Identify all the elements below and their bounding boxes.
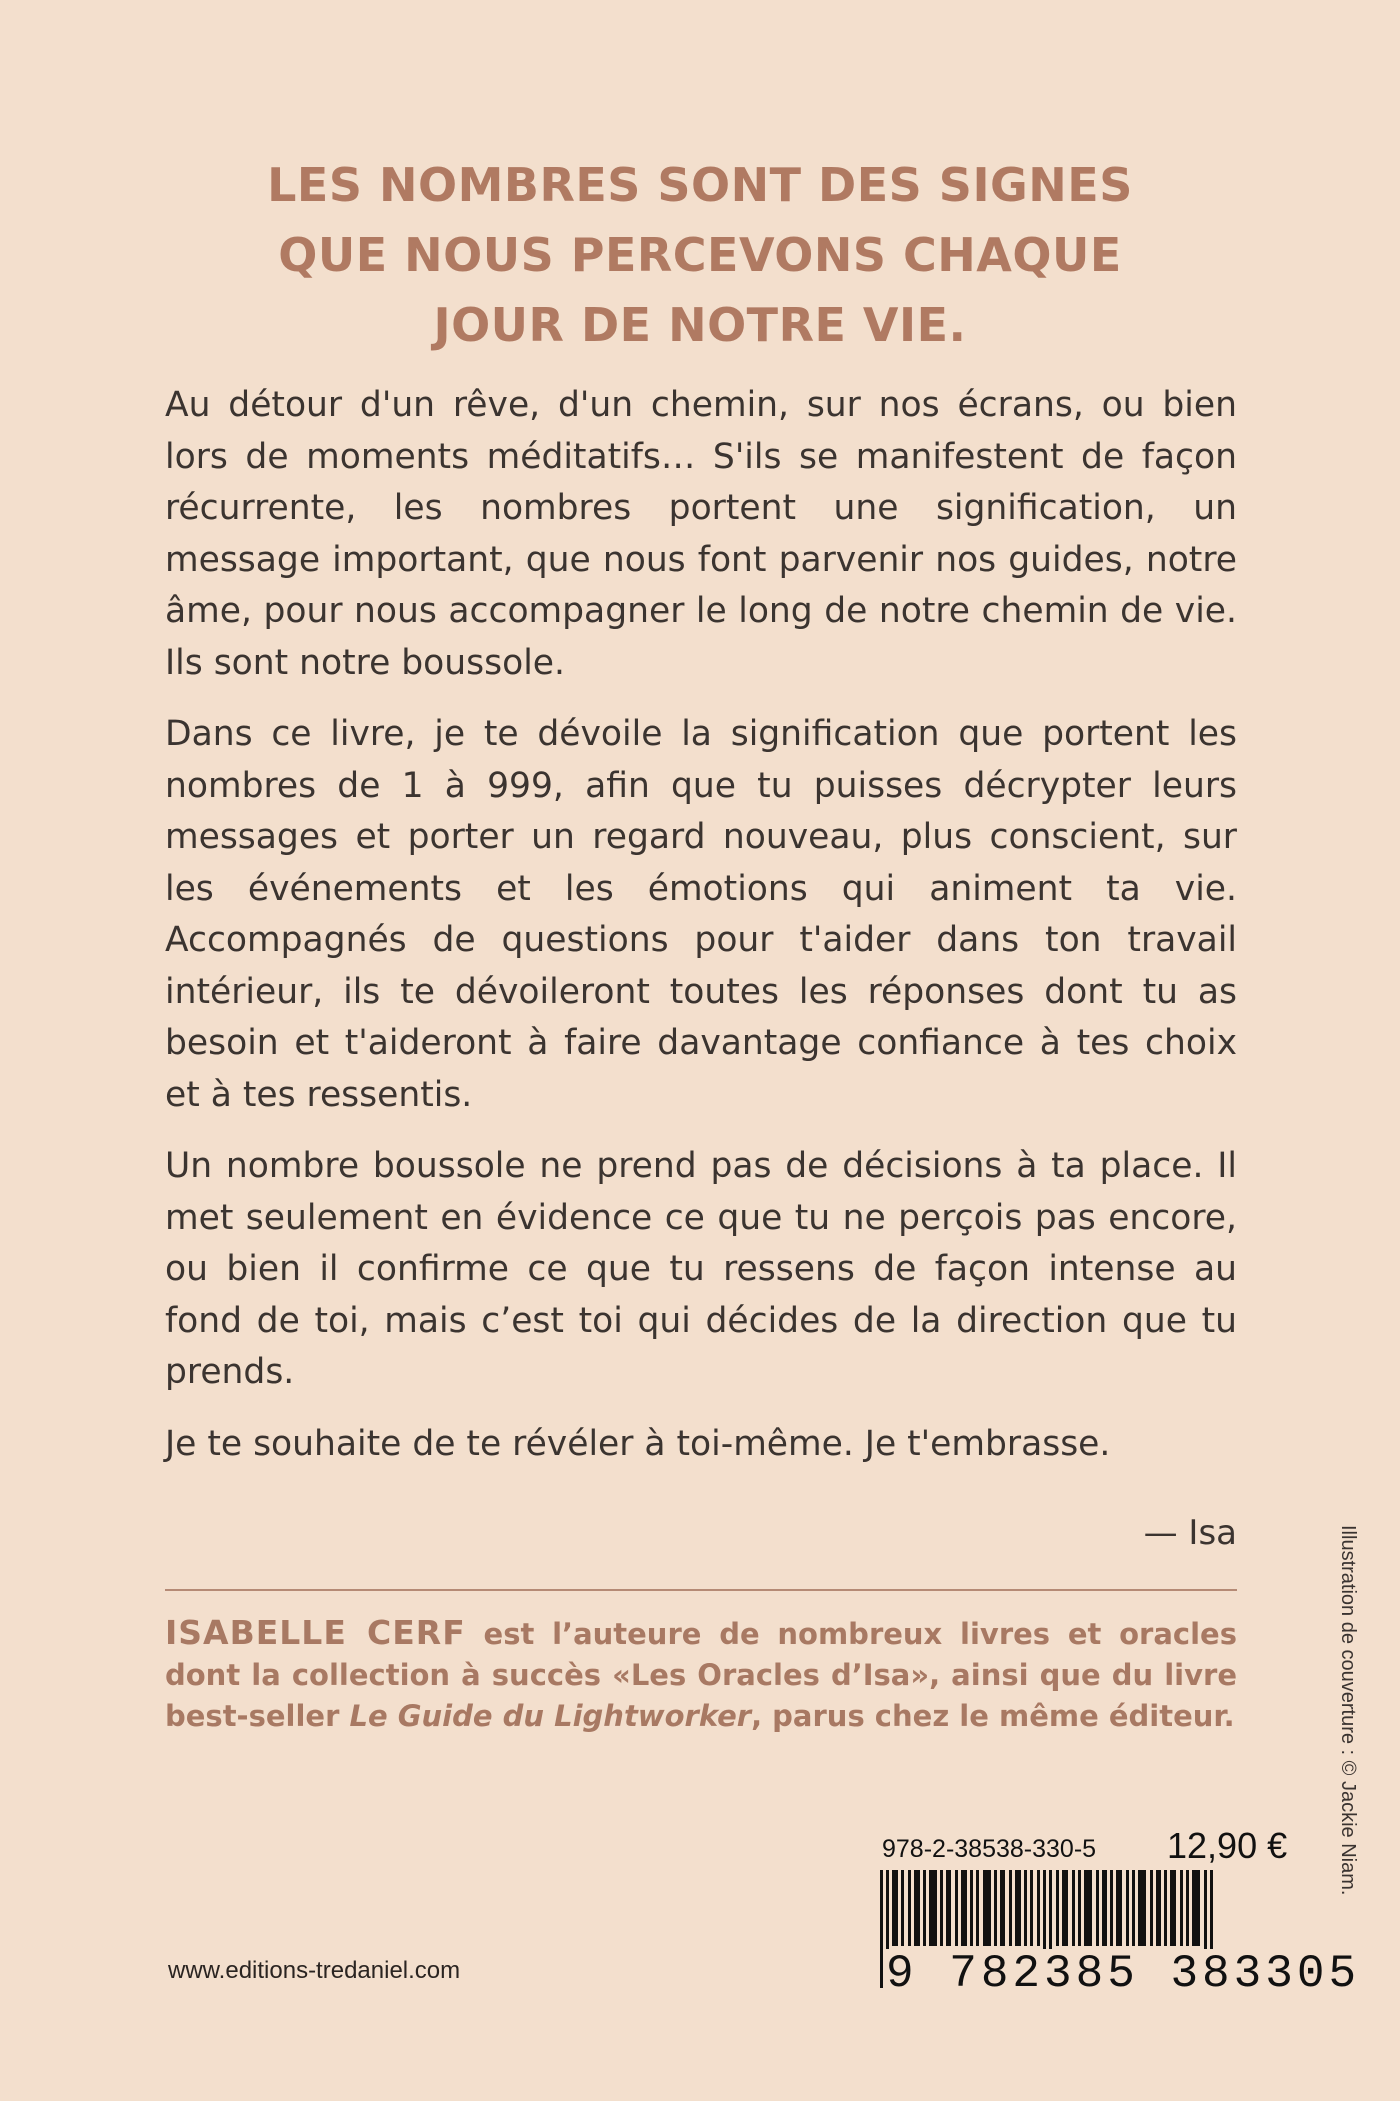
blurb-paragraph-4: Je te souhaite de te révéler à toi-même. Je t'embrasse.	[165, 1423, 1111, 1464]
barcode-digits: 9 782385 383305	[886, 1948, 1361, 2000]
price: 12,90 €	[1167, 1825, 1288, 1866]
author-name: ISABELLE CERF	[165, 1613, 466, 1652]
author-bio-text-1: est l’auteure de nombreux livres et oracles dont la collection à succès «Les Oracles d’Isa», ainsi que du livre best-seller	[165, 1617, 1237, 1733]
blurb-paragraph-2: Dans ce livre, je te dévoile la signification que portent les nombres de 1 à 999, afin que tu puisses décrypter leurs messages et porter un regard nouveau, plus conscient, sur les événements et les émotions qui animent ta vie. Accompagnés de questions pour t'aider dans ton travail intérieur, ils te dévoileront toutes les réponses dont tu as besoin et t'aideront à faire davantage confiance à tes choix et à tes ressentis.	[165, 714, 1237, 1115]
blurb-body	[165, 380, 1237, 1490]
cover-credit: Illustration de couverture : © Jackie Niam.	[1337, 1525, 1359, 1896]
author-book-title: Le Guide du Lightworker	[349, 1699, 752, 1733]
author-bio-text-2: , parus chez le même éditeur.	[751, 1699, 1235, 1733]
headline-line-3: JOUR DE NOTRE VIE.	[433, 298, 967, 352]
publisher-website: www.editions-tredaniel.com	[168, 1957, 461, 1984]
headline-line-2: QUE NOUS PERCEVONS CHAQUE	[278, 228, 1122, 282]
author-bio	[165, 1612, 1237, 1737]
signature: — Isa	[1143, 1513, 1237, 1553]
blurb-paragraph-1: Au détour d'un rêve, d'un chemin, sur nos écrans, ou bien lors de moments méditatifs… S'ils se manifestent de façon récurrente, les nombres portent une signification, un message important, que nous font parvenir nos guides, notre âme, pour nous accompagner le long de notre chemin de vie. Ils sont notre boussole.	[165, 385, 1237, 683]
headline	[165, 150, 1235, 360]
headline-line-1: LES NOMBRES SONT DES SIGNES	[267, 158, 1133, 212]
blurb-paragraph-3: Un nombre boussole ne prend pas de décisions à ta place. Il met seulement en évidence ce que tu ne perçois pas encore, ou bien il confirme ce que tu ressens de façon intense au fond de toi, mais c’est toi qui décides de la direction que tu prends.	[165, 1146, 1237, 1392]
divider	[165, 1589, 1237, 1591]
isbn-number: 978-2-38538-330-5	[882, 1835, 1097, 1863]
